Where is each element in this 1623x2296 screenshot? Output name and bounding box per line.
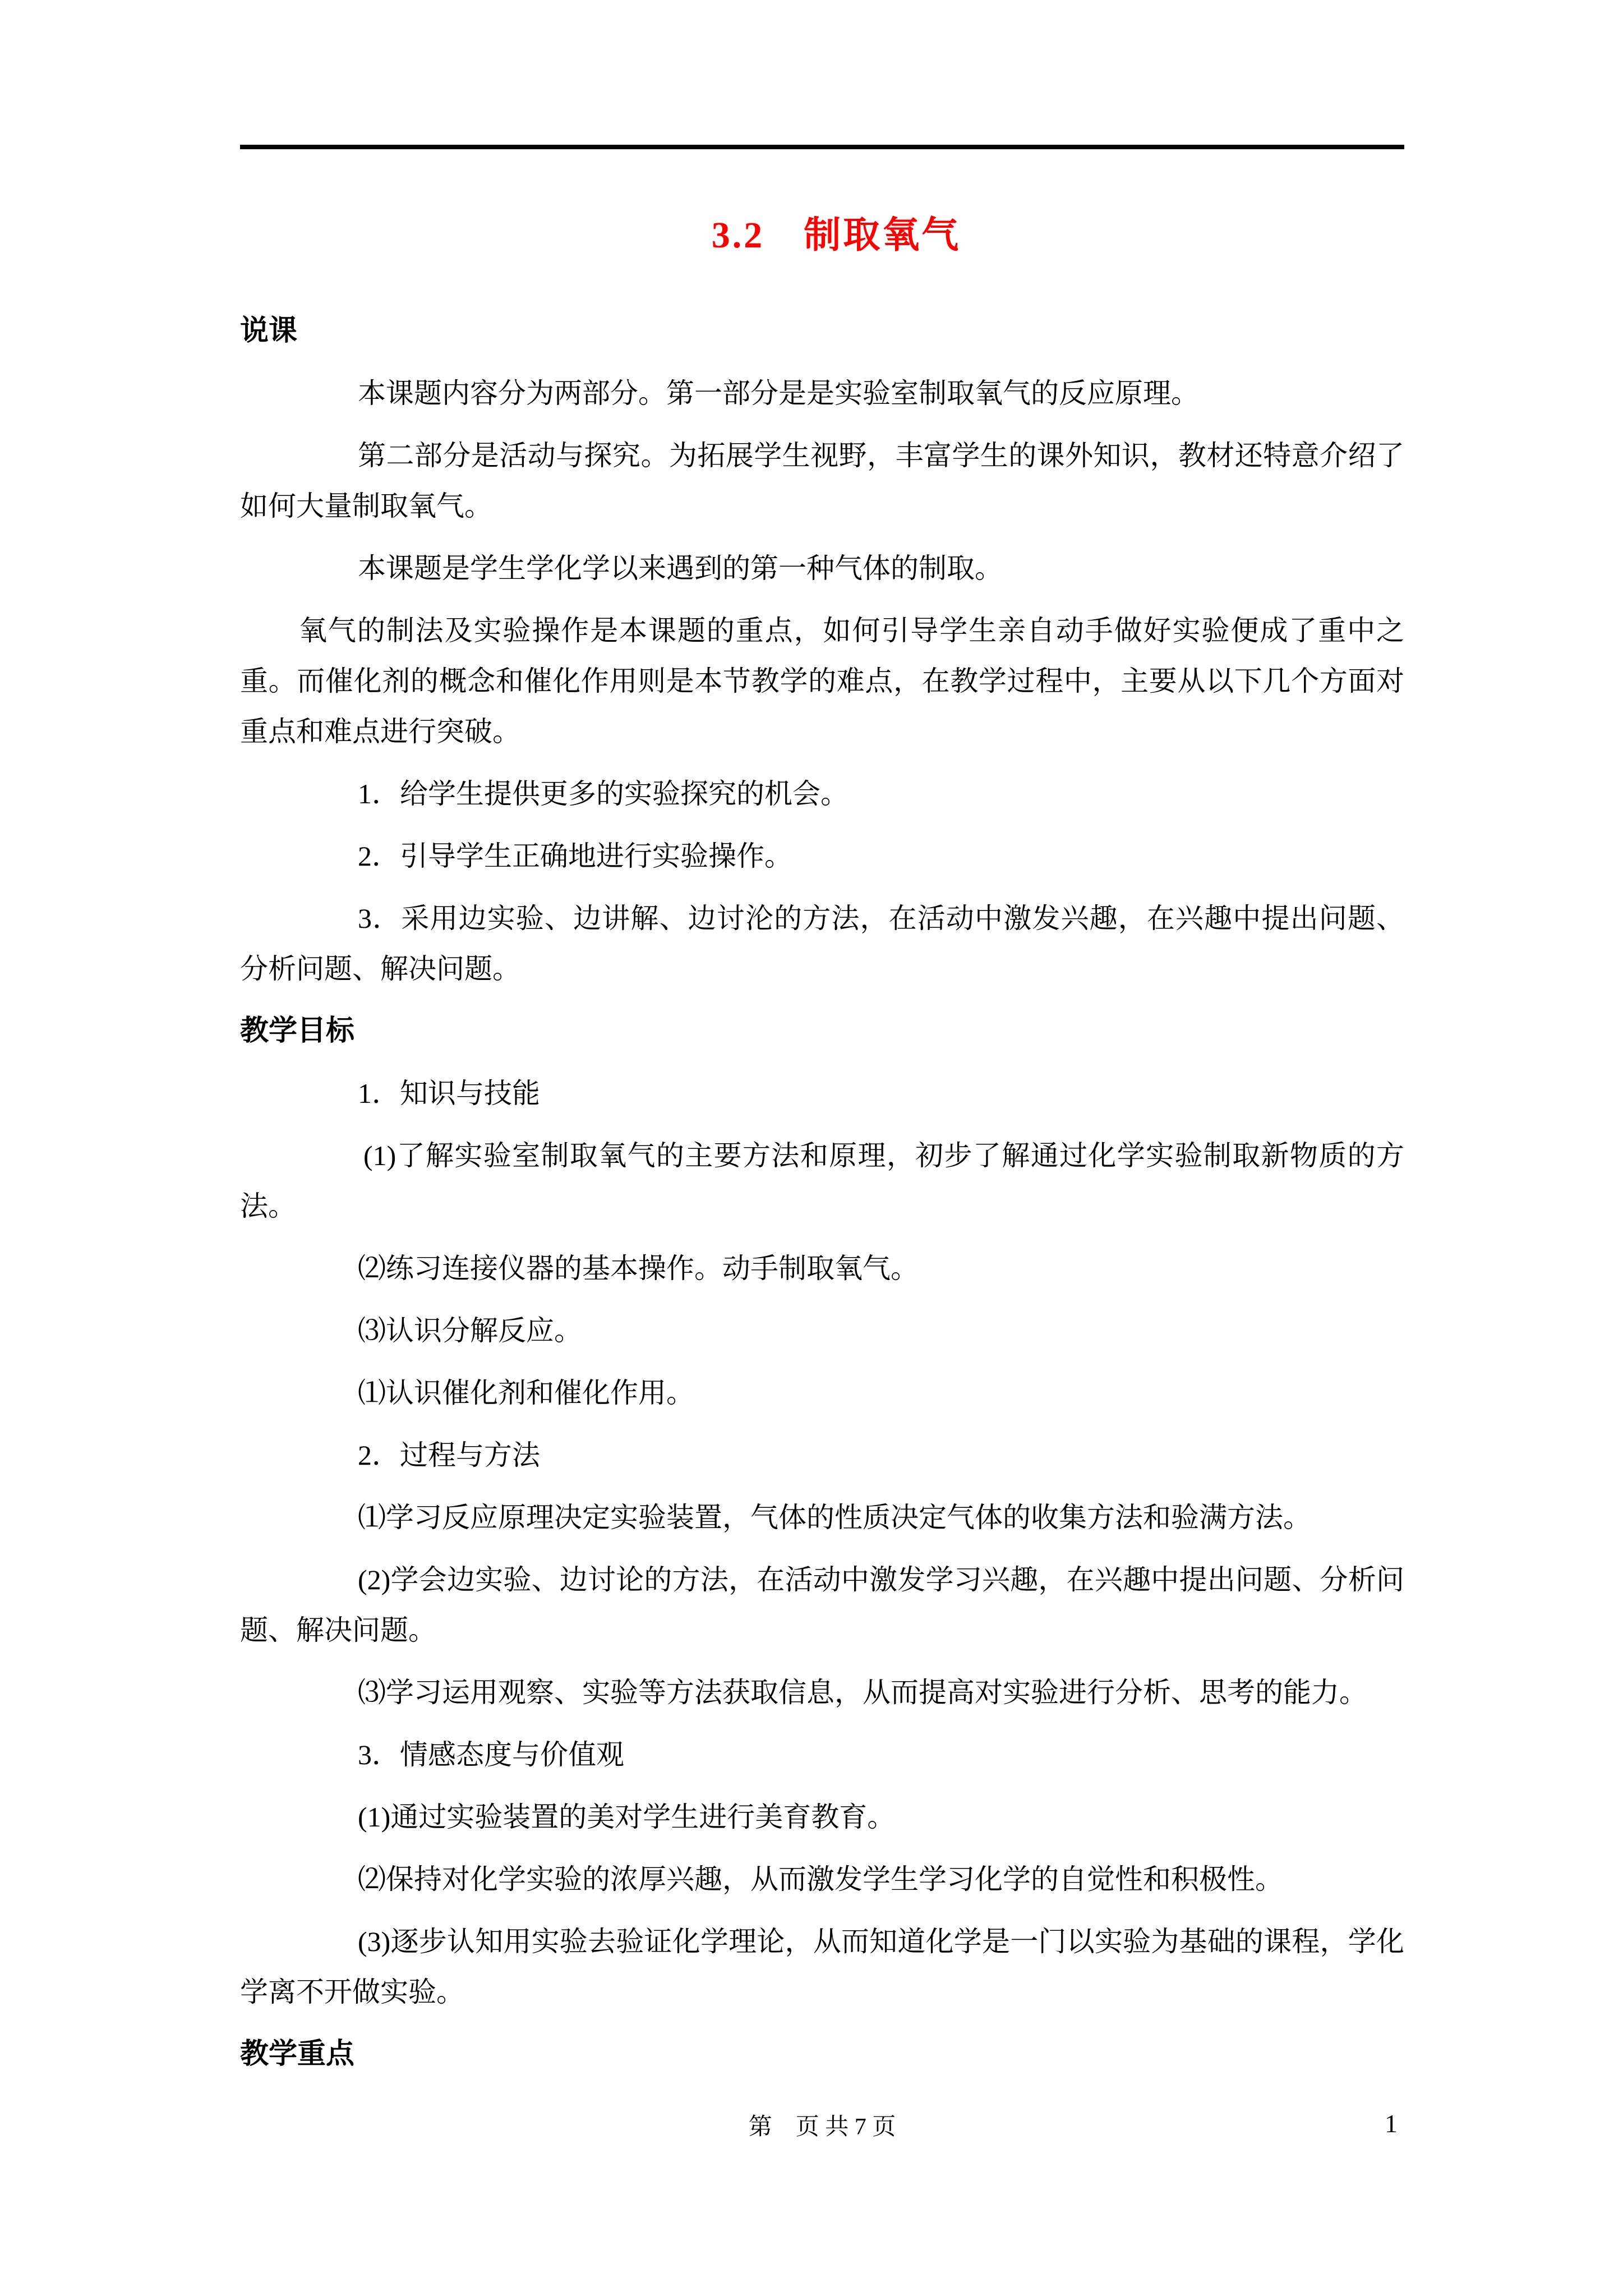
list-item: (1)了解实验室制取氧气的主要方法和原理，初步了解通过化学实验制取新物质的方法。	[240, 1140, 1404, 1222]
paragraph: 本课题内容分为两部分。第一部分是是实验室制取氧气的反应原理。	[358, 378, 1199, 409]
page-title: 3.2 制取氧气	[711, 215, 961, 256]
footer-page-label: 第 页 共 7 页	[748, 2114, 896, 2140]
document-body	[240, 306, 1404, 2079]
heading-jiaoxue-mubiao: 教学目标	[240, 1015, 355, 1047]
list-item: (2)学会边实验、边讨论的方法，在活动中激发学习兴趣，在兴趣中提出问题、分析问题、解决问题。	[240, 1564, 1404, 1646]
list-item: ⑵保持对化学实验的浓厚兴趣，从而激发学生学习化学的自觉性和积极性。	[358, 1864, 1283, 1895]
list-item: 2．引导学生正确地进行实验操作。	[358, 840, 792, 872]
subheading-guocheng-fangfa: 2．过程与方法	[358, 1439, 540, 1471]
list-item: (1)通过实验装置的美对学生进行美育教育。	[358, 1801, 896, 1833]
list-item: ⑵练习连接仪器的基本操作。动手制取氧气。	[358, 1253, 919, 1284]
list-item: ⑶学习运用观察、实验等方法获取信息，从而提高对实验进行分析、思考的能力。	[358, 1677, 1367, 1708]
list-item: 1．给学生提供更多的实验探究的机会。	[358, 778, 849, 809]
list-item: 3．采用边实验、边讲解、边讨沦的方法，在活动中激发兴趣，在兴趣中提出问题、分析问题、解决问题。	[240, 903, 1404, 984]
footer-page-number: 1	[1385, 2109, 1398, 2138]
paragraph: 氧气的制法及实验操作是本课题的重点，如何引导学生亲自动手做好实验便成了重中之重。而催化剂的概念和催化作用则是本节教学的难点，在教学过程中，主要从以下几个方面对重点和难点进行突破。	[240, 615, 1404, 747]
list-item: ⑶认识分解反应。	[358, 1315, 582, 1346]
heading-shuoke: 说课	[240, 315, 298, 347]
subheading-zhishi-jineng: 1．知识与技能	[358, 1078, 540, 1109]
heading-jiaoxue-zhongdian: 教学重点	[240, 2039, 355, 2070]
paragraph: 本课题是学生学化学以来遇到的第一种气体的制取。	[358, 553, 1003, 584]
list-item: ⑴认识催化剂和催化作用。	[358, 1377, 694, 1409]
subheading-qinggan-taidu: 3．情感态度与价值观	[358, 1739, 624, 1770]
header-rule	[240, 145, 1404, 149]
list-item: (3)逐步认知用实验去验证化学理论，从而知道化学是一门以实验为基础的课程，学化学离不开做实验。	[240, 1926, 1404, 2008]
paragraph: 第二部分是活动与探究。为拓展学生视野，丰富学生的课外知识，教材还特意介绍了如何大量制取氧气。	[240, 440, 1404, 522]
list-item: ⑴学习反应原理决定实验装置，气体的性质决定气体的收集方法和验满方法。	[358, 1502, 1311, 1533]
